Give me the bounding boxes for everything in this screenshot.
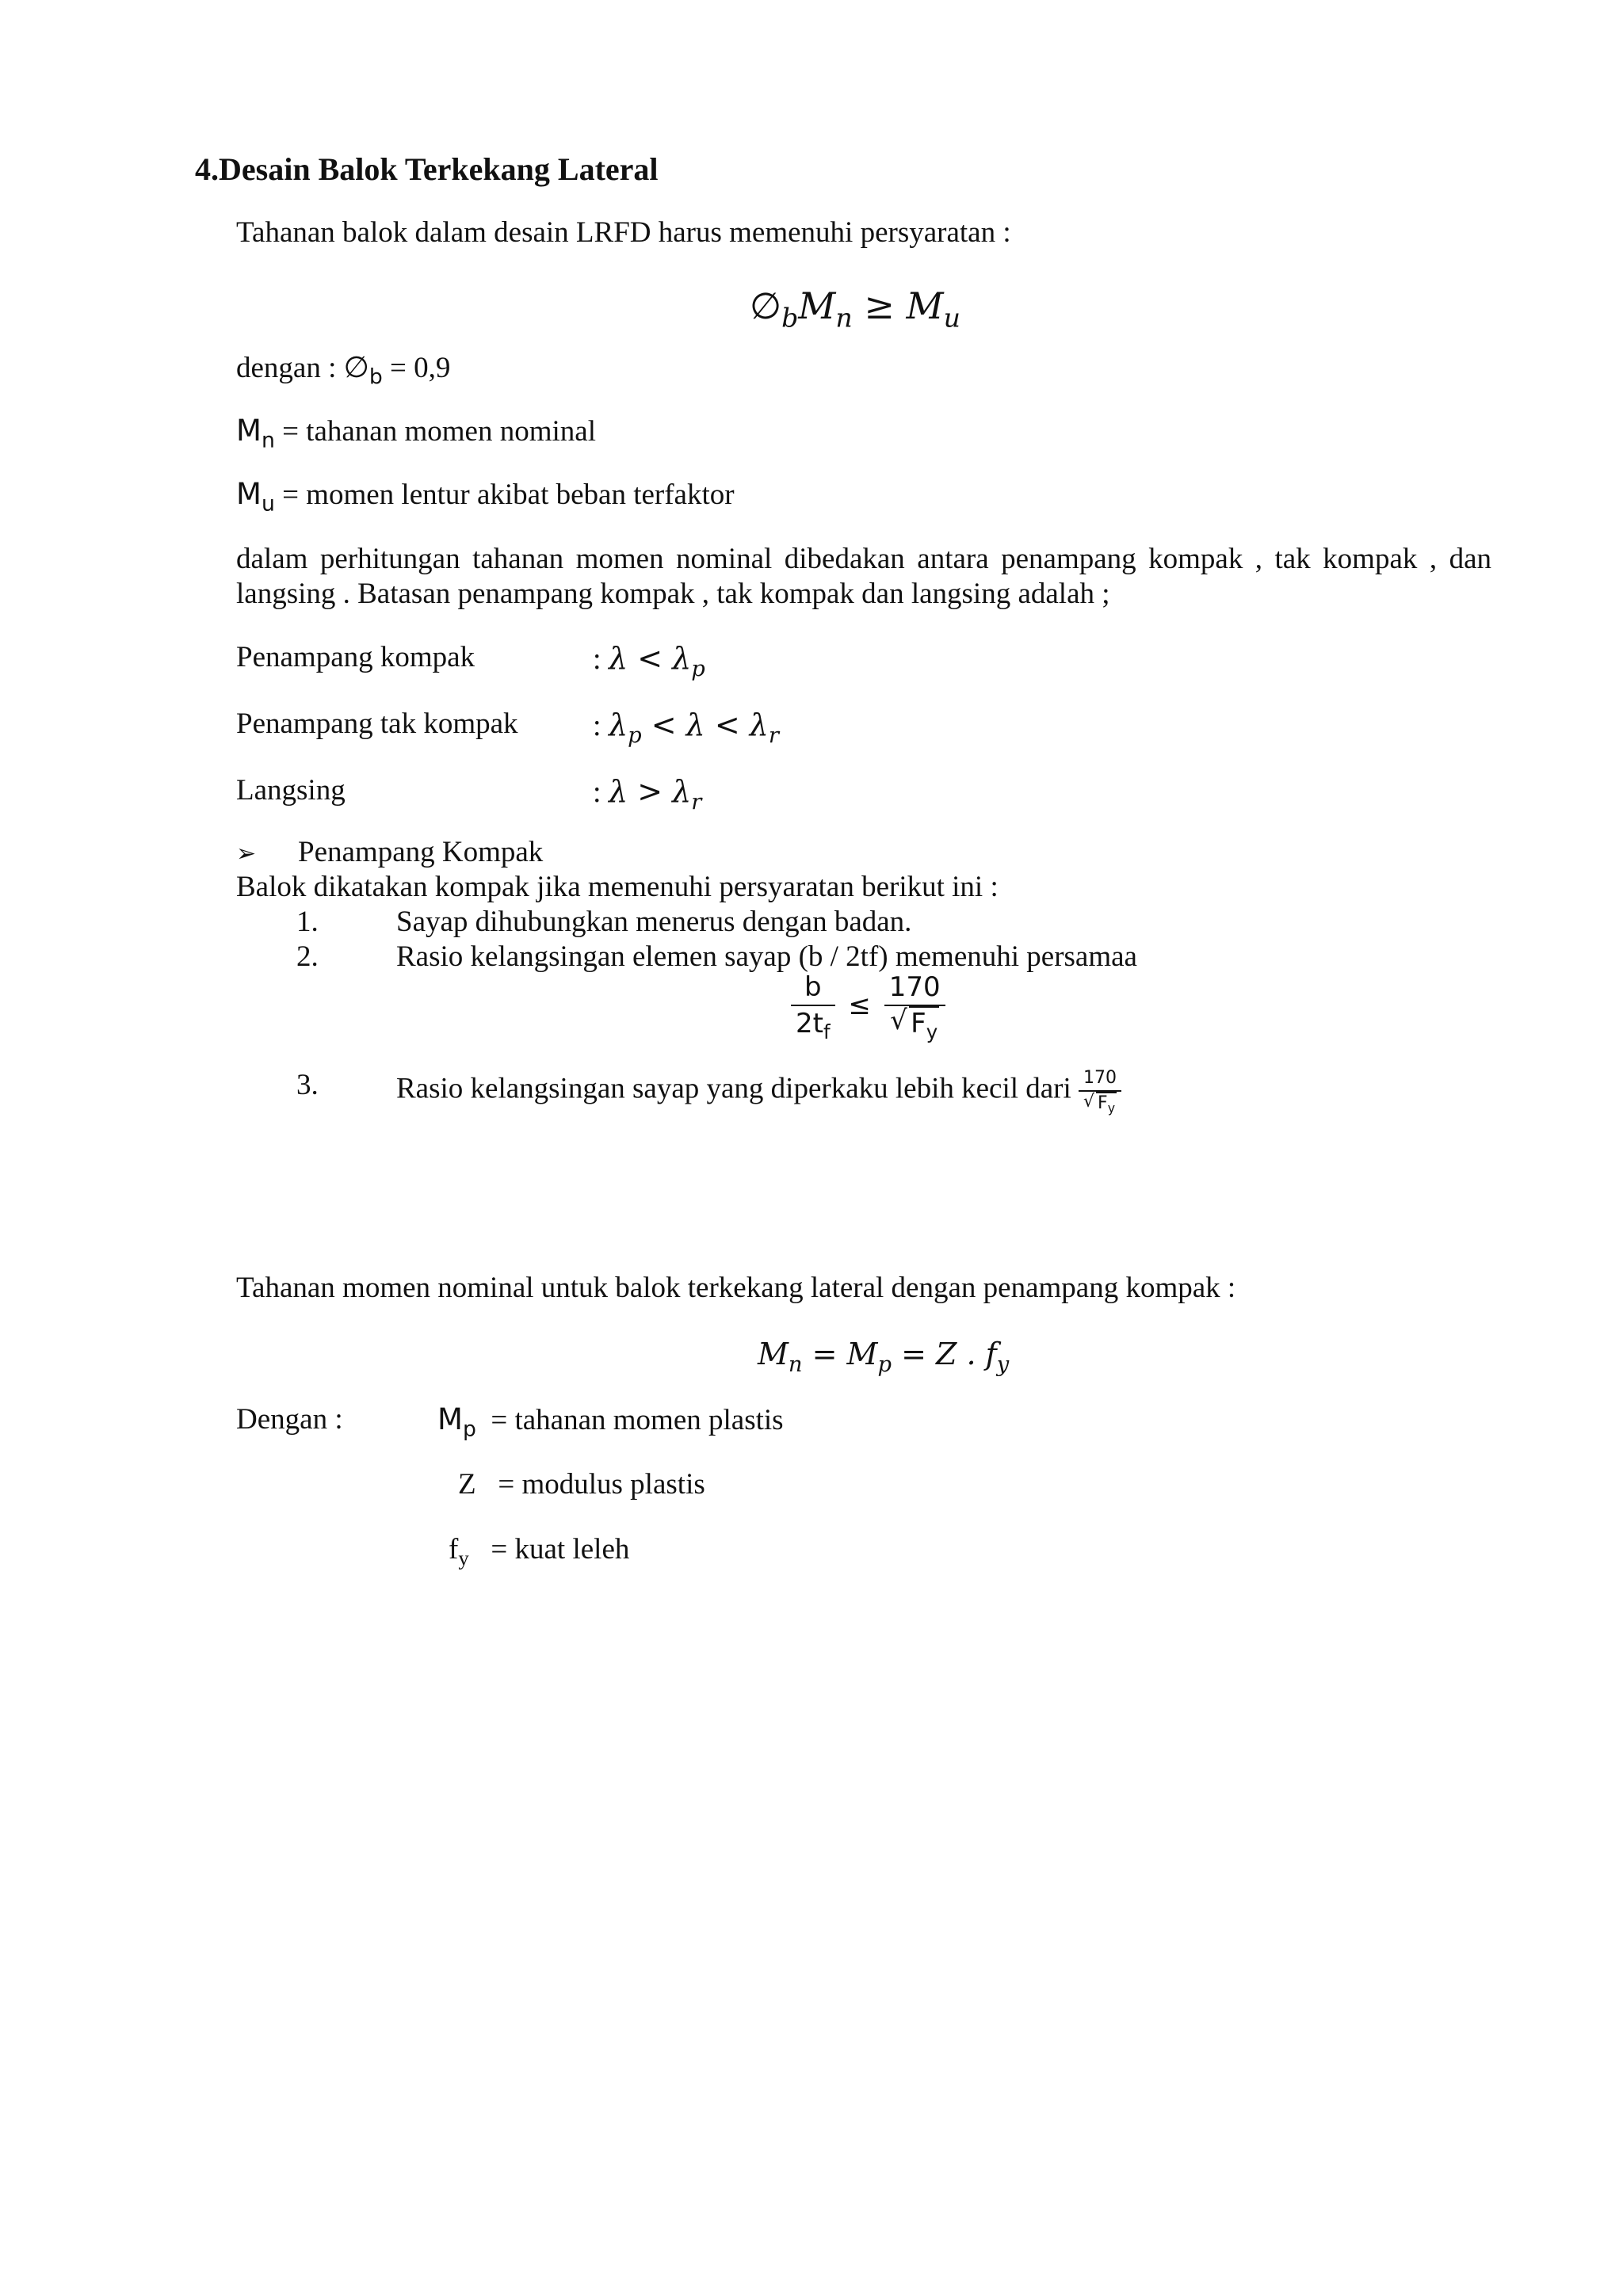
list-item-text: Sayap dihubungkan menerus dengan badan. (396, 906, 912, 938)
fraction-170-sqrt-fy-inline: 170 √ $F_y$ (1079, 1068, 1121, 1114)
fraction-b-2tf: $\frac{b}{2t_f}$ (791, 971, 835, 1039)
class-expr-langsing: : $\lambda > \lambda_r$ (593, 774, 702, 814)
intro-text: Tahanan balok dalam desain LRFD harus memenuhi persyaratan : (236, 216, 1011, 249)
legend-row-fy: $f_y$ = kuat leleh (449, 1533, 630, 1570)
section-heading: 4.Desain Balok Terkekang Lateral (195, 151, 659, 187)
class-row-kompak: Penampang kompak (236, 641, 475, 673)
class-row-langsing: Langsing (236, 774, 346, 807)
list-item-text: Rasio kelangsingan sayap yang diperkaku lebih kecil dari 170 √ $F_y$ (396, 1068, 1121, 1114)
list-item-number: 2. (296, 940, 319, 973)
paragraph-line-1: dalam perhitungan tahanan momen nominal dibedakan antara penampang kompak , tak kompak , dan (236, 543, 1491, 575)
geq-operator: ≥ (864, 284, 895, 327)
class-expr-kompak: : $\lambda < \lambda_p$ (593, 641, 705, 681)
leq-operator: ≤ (848, 990, 871, 1021)
compact-bullet-row (236, 835, 256, 871)
list-item-text: Rasio kelangsingan elemen sayap (b / 2tf) memenuhi persamaa (396, 940, 1137, 973)
arrow-bullet-icon: ➢ (236, 840, 257, 868)
phi-symbol: ∅ (750, 284, 782, 327)
list-item-number: 1. (296, 906, 319, 938)
definition-phi: dengan : $\emptyset_b = 0,9$ (236, 350, 451, 390)
main-equation: $\emptyset_bM_n \ge M_u$ (750, 284, 960, 334)
sqrt-icon: √ (890, 1005, 907, 1036)
paragraph-line-2: langsing . Batasan penampang kompak , tak kompak dan langsing adalah ; (236, 578, 1110, 610)
paragraph-text (236, 542, 1491, 612)
definition-mn: $M_n$ = tahanan momen nominal (236, 414, 596, 453)
compact-lead: Balok dikatakan kompak jika memenuhi persyaratan berikut ini : (236, 871, 999, 903)
fraction-170-sqrt-fy: 170 √ $F_y$ (884, 971, 945, 1039)
legend-label: Dengan : (236, 1403, 343, 1436)
definition-mu: $M_u$ = momen lentur akibat beban terfaktor (236, 477, 735, 517)
class-row-tak-kompak: Penampang tak kompak (236, 707, 518, 740)
legend-row-mp: $M_p$ = tahanan momen plastis (437, 1402, 784, 1442)
nominal-lead: Tahanan momen nominal untuk balok terkekang lateral dengan penampang kompak : (236, 1272, 1236, 1304)
class-expr-tak-kompak: : $\lambda_p < \lambda < \lambda_r$ (593, 707, 779, 748)
sqrt-icon: √ (1083, 1092, 1095, 1112)
nominal-equation: $M_n = M_p = Z$ . $f_y$ (758, 1337, 1010, 1377)
compact-title: Penampang Kompak (298, 836, 544, 868)
ratio-formula (791, 971, 945, 1043)
list-item-number: 3. (296, 1069, 319, 1101)
legend-row-z: Z = modulus plastis (458, 1468, 705, 1501)
